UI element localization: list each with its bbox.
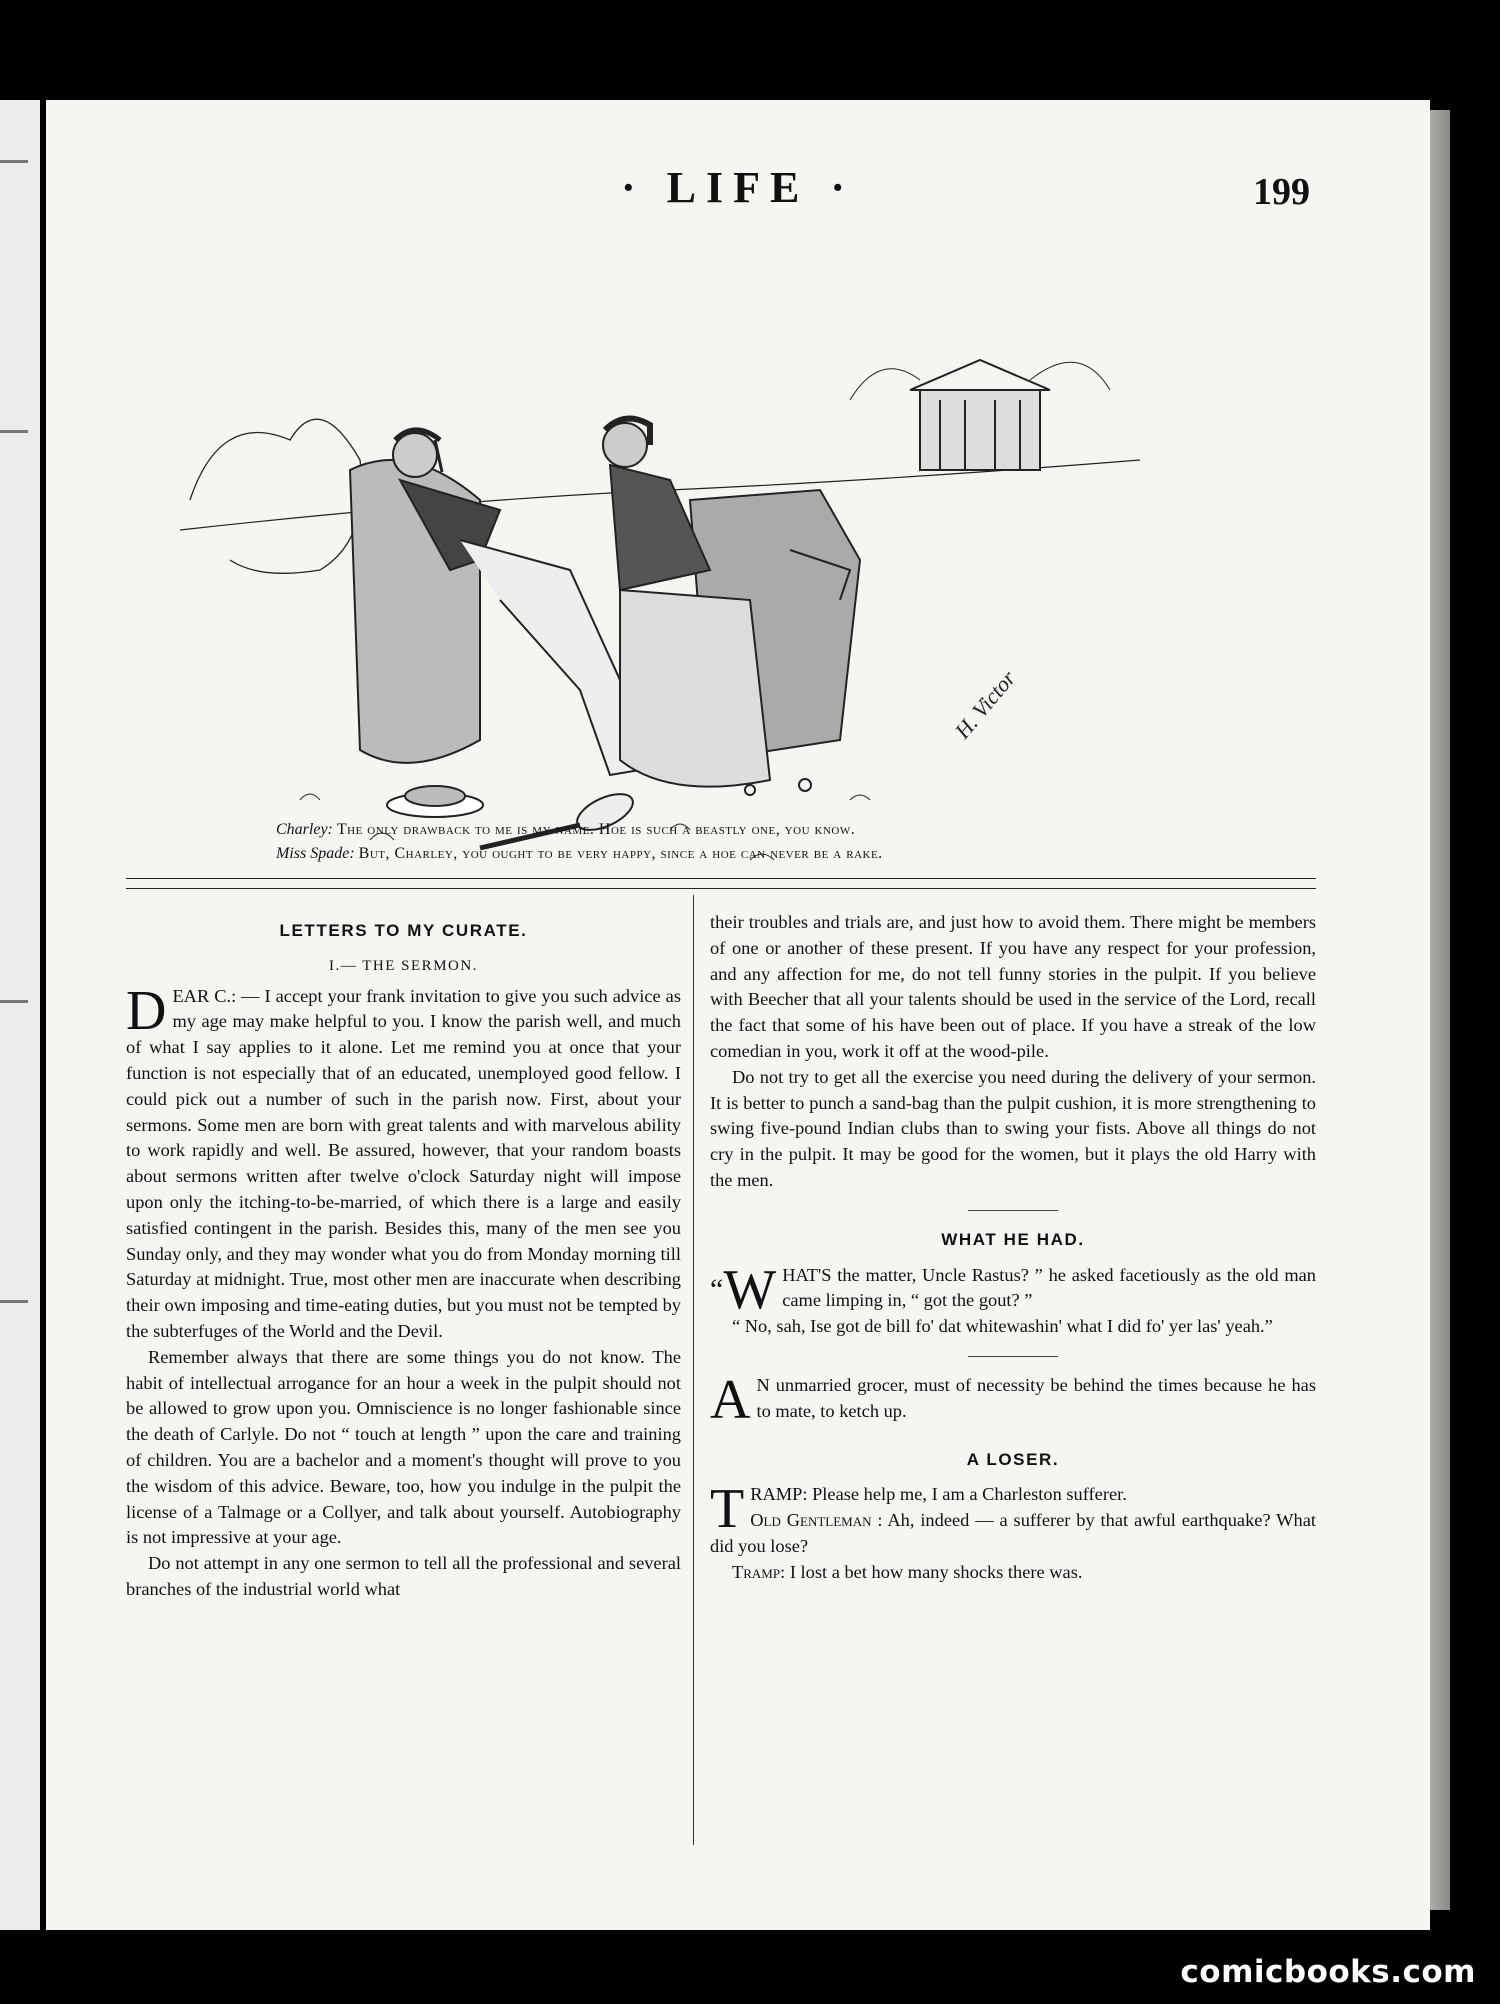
drop-cap: D	[126, 979, 167, 1042]
illustration	[150, 240, 1150, 900]
column-right	[710, 910, 1316, 1586]
section-divider	[968, 1356, 1058, 1357]
woman-figure	[603, 419, 860, 787]
drop-cap: T	[710, 1478, 745, 1541]
paragraph: Do not try to get all the exercise you need during the delivery of your sermon. It is better to punch a sand-bag than the pulpit cushion, it is more strengthening to swing five-pound Indian clubs than to swing your fists. Above all things do not cry in the pulpit. It may be good for the women, but it plays the old Harry with the men.	[710, 1066, 1316, 1190]
artist-signature: H. Victor	[949, 665, 1021, 744]
article-subtitle: I.— THE SERMON.	[329, 957, 478, 974]
caption-speaker-1: Charley:	[276, 821, 333, 838]
illustration-caption	[276, 818, 1256, 866]
masthead: · LIFE ·	[620, 163, 856, 212]
facing-page-edge	[0, 100, 40, 1930]
paragraph: A N unmarried grocer, must of necessity be behind the times because he has to mate, to ketch up.	[710, 1368, 1316, 1431]
double-rule	[126, 878, 1316, 889]
magazine-page	[46, 100, 1430, 1930]
paragraph: their troubles and trials are, and just how to avoid them. There might be members of one or another of these present. If you have any respect for your profession, and any affection for me, do not tell funny stories in the pulpit. If you believe with Beecher that all your talents should be used in the service of the Lord, recall the fact that some of his have been out of place. If you have a streak of the low comedian in you, work it off at the wood-pile.	[710, 912, 1316, 1061]
section-divider	[968, 1210, 1058, 1211]
paragraph: “ No, sah, Ise got de bill fo' dat whitewashin' what I did fo' yer las' yeah.”	[732, 1316, 1273, 1337]
watermark: comicbooks.com	[1180, 1954, 1476, 1990]
page-number: 199	[1253, 171, 1310, 213]
drop-cap: A	[710, 1368, 751, 1431]
article-title: WHAT HE HAD.	[941, 1229, 1085, 1249]
caption-line-1: The only drawback to me is my name. Hoe is such a beastly one, you know.	[336, 821, 856, 838]
caption-speaker-2: Miss Spade:	[276, 845, 355, 862]
paragraph: “ W HAT'S the matter, Uncle Rastus? ” he asked facetiously as the old man came limping in, “ got the gout? ”	[710, 1258, 1316, 1321]
paragraph: Do not attempt in any one sermon to tell all the professional and several branches of the industrial world what	[126, 1553, 681, 1599]
column-separator	[693, 895, 694, 1845]
article-title: A LOSER.	[966, 1449, 1060, 1469]
column-left	[126, 910, 681, 1603]
man-figure	[350, 430, 640, 775]
caption-line-2: But, Charley, you ought to be very happy, since a hoe can never be a rake.	[358, 845, 883, 862]
mansion-drawing	[910, 360, 1050, 470]
paragraph: Remember always that there are some things you do not know. The habit of intellectual arrogance for an hour a week in the pulpit should not be allowed to grow upon you. Omniscience is no longer fashionable since the death of Carlyle. Do not “ touch at length ” upon the care and training of children. You are a bachelor and a moment's thought will prove to you the wisdom of this advice. Beware, too, how you indulge in the pulpit the license of a Talmage or a Collyer, and talk about yourself. Autobiography is not impressive at your age.	[126, 1346, 681, 1548]
paragraph: Tramp: I lost a bet how many shocks there was.	[732, 1561, 1083, 1582]
paragraph: DEAR C.: — I accept your frank invitation to give you such advice as my age may make helpful to you. I know the parish well, and much of what I say applies to it alone. Let me remind you at once that your function is not especially that of an educated, unemployed good fellow. I could pick out a number of such in the parish now. First, about your sermons. Some men are born with great talents and with marvelous ability to work rapidly and well. Be assured, however, that your random boasts about sermons written after twelve o'clock Saturday night will impose upon only the itching-to-be-married, of which there is a large and easily satisfied contingent in the parish. Besides this, many of the men see you Sunday only, and they may wonder what you do from Monday morning till Saturday at midnight. True, most other men are inaccurate when describing their own imposing and time-eating duties, but you must not be tempted by the subterfuges of the World and the Devil.	[126, 979, 681, 1341]
paragraph: TRAMP: Please help me, I am a Charleston sufferer. Old Gentleman : Ah, indeed — a sufferer by that awful earthquake? What did you lose?	[710, 1478, 1316, 1556]
drop-cap: W	[723, 1258, 777, 1321]
article-title: LETTERS TO MY CURATE.	[279, 921, 528, 940]
